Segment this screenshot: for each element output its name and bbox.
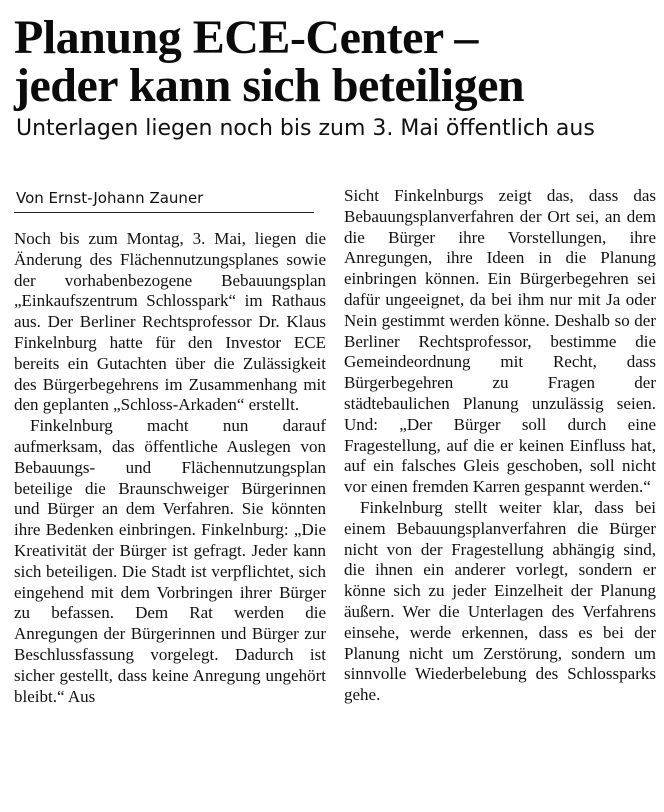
right-paragraph-2: Finkelnburg stellt weiter klar, dass bei einem Bebauungsplanverfahren die Bürger nicht von der Fragestellung abhängig sind, die ihnen ein anderer vorlegt, sondern er könne sich zu jeder Einzelheit der Planung äußern. Wer die Unterlagen des Verfahrens einsehe, werde erkennen, dass es bei der Planung nicht um Zerstörung, sondern um sinnvolle Wiederbelebung des Schlossparks gehe. bbox=[344, 497, 656, 705]
left-paragraph-2: Finkelnburg macht nun darauf aufmerksam, das öffentliche Auslegen von Bebauungs- und Flächennutzungsplan beteilige die Braunschweiger Bürgerinnen und Bürger an dem Verfahren. Sie könnten ihre Bedenken einbringen. Finkelnburg: „Die Kreativität der Bürger ist gefragt. Jeder kann sich beteiligen. Die Stadt ist verpflichtet, sich eingehend mit dem Vorbringen ihrer Bürger zu befassen. Dem Rat werden die Anregungen der Bürgerinnen und Bürger zur Beschlussfassung vorgelegt. Dadurch ist sicher gestellt, dass keine Anregung ungehört bleibt.“ Aus bbox=[14, 416, 326, 706]
headline bbox=[14, 0, 656, 110]
right-paragraph-1: Sicht Finkelnburgs zeigt das, dass das Bebauungsplanverfahren der Ort sei, an dem die Bürger ihre Vorstellungen, ihre Anregungen, ihre Ideen in die Planung einbringen können. Ein Bürgerbegehren sei dafür ungeeignet, da bei ihm nur mit Ja oder Nein gestimmt werden könne. Deshalb so der Berliner Rechtsprofessor, bestimme die Gemeindeordnung mit Recht, dass Bürgerbegehren zu Fragen der städtebaulichen Planung unzulässig seien. Und: „Der Bürger soll durch eine Fragestellung, auf die er keinen Einfluss hat, auf ein falsches Gleis geschoben, soll nicht vor einen fremden Karren gespannt werden.“ bbox=[344, 186, 656, 497]
headline-line-2: jeder kann sich beteiligen bbox=[14, 59, 525, 112]
left-paragraph-1: Noch bis zum Montag, 3. Mai, liegen die Änderung des Flächennutzungsplanes sowie der vorhabenbezogene Bebauungsplan „Einkaufszentrum Schlosspark“ im Rathaus aus. Der Berliner Rechtsprofessor Dr. Klaus Finkelnburg hatte für den Investor ECE bereits ein Gutachten über die Zulässigkeit des Bürgerbegehrens im Zusammenhang mit den geplanten „Schloss-Arkaden“ erstellt. bbox=[14, 229, 326, 415]
byline-rule bbox=[14, 212, 314, 213]
left-column bbox=[14, 186, 326, 707]
right-column bbox=[344, 186, 656, 707]
subheadline: Unterlagen liegen noch bis zum 3. Mai öffentlich aus bbox=[16, 116, 595, 141]
article-columns bbox=[14, 186, 656, 707]
byline: Von Ernst-Johann Zauner bbox=[16, 189, 204, 207]
headline-line-1: Planung ECE-Center – bbox=[14, 11, 478, 64]
